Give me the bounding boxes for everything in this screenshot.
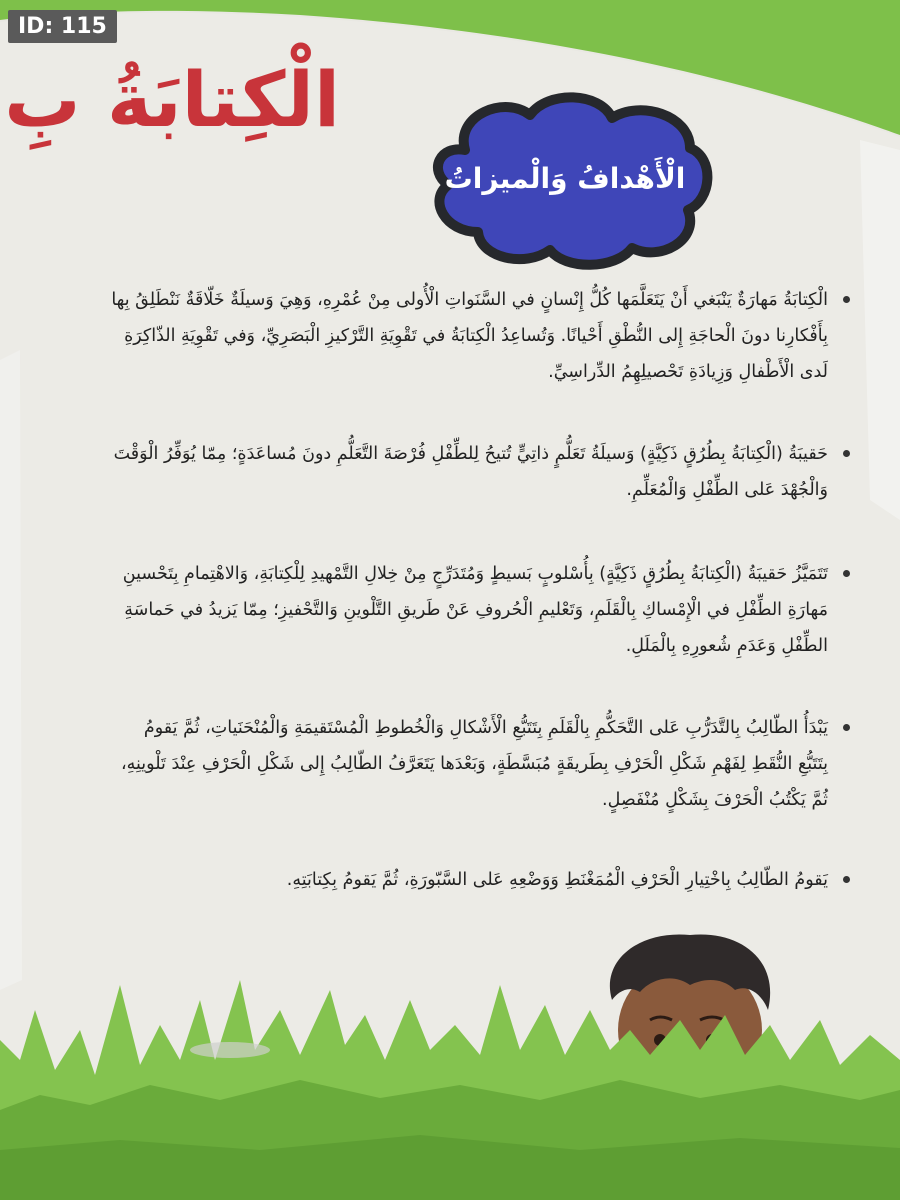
list-item-text: تَتَمَيَّزُ حَقيبَةُ (الْكِتابَةُ بِطُرُقٍ ذَكِيَّةٍ) بِأُسْلوبٍ بَسيطٍ وَمُتَدَرِّجٍ مِنْ خِلالِ التَّمْهيدِ لِلْكِتابَةِ، وَالاهْتِمامِ بِتَحْسينِ مَهارَةِ الطِّفْلِ في الْإِمْساكِ بِالْقَلَمِ، وَتَعْليمِ الْحُروفِ عَنْ طَريقِ التَّلْوينِ وَالتَّحْفيزِ؛ مِمّا يَزيدُ في حَماسَةِ الطِّفْلِ وَعَدَمِ شُعورِهِ بِالْمَلَلِ.: [122, 564, 828, 656]
list-item-text: يَبْدَأُ الطّالِبُ بِالتَّدَرُّبِ عَلى التَّحَكُّمِ بِالْقَلَمِ بِتَتَبُّعِ الْأَشْكالِ وَالْخُطوطِ الْمُسْتَقيمَةِ وَالْمُنْحَنَياتِ، ثُمَّ يَقومُ بِتَتَبُّعِ النُّقَطِ لِفَهْمِ شَكْلِ الْحَرْفِ بِطَريقَةٍ مُبَسَّطَةٍ، وَبَعْدَها يَتَعَرَّفُ الطّالِبُ إِلى شَكْلِ الْحَرْفِ عِنْدَ تَلْوينِهِ، ثُمَّ يَكْتُبُ الْحَرْفَ بِشَكْلٍ مُنْفَصِلٍ.: [121, 718, 828, 810]
id-badge: ID: 115: [8, 10, 117, 43]
section-heading-container: [420, 100, 710, 270]
bullet-icon: [843, 724, 850, 731]
list-item: [110, 282, 850, 390]
bullet-icon: [843, 296, 850, 303]
list-item-text: يَقومُ الطّالِبُ بِاخْتِيارِ الْحَرْفِ الْمُمَغْنَطِ وَوَضْعِهِ عَلى السَّبّورَةِ، ثُمَّ يَقومُ بِكِتابَتِهِ.: [286, 870, 828, 890]
objectives-list: [110, 282, 850, 944]
list-item-text: الْكِتابَةُ مَهارَةٌ يَنْبَغي أَنْ يَتَعَلَّمَها كُلُّ إِنْسانٍ في السَّنَواتِ الْأُولى مِنْ عُمْرِهِ، وَهِيَ وَسيلَةٌ خَلّاقَةٌ نَنْطَلِقُ بِها بِأَفْكارِنا دونَ الْحاجَةِ إِلى النُّطْقِ أَحْيانًا. وَتُساعِدُ الْكِتابَةُ في تَقْوِيَةِ التَّرْكيزِ الْبَصَرِيِّ، وَفي تَقْوِيَةِ الذّاكِرَةِ لَدى الْأَطْفالِ وَزِيادَةِ تَحْصيلِهِمُ الدِّراسِيِّ.: [111, 290, 828, 382]
list-item: [110, 710, 850, 818]
list-item: [110, 436, 850, 508]
section-heading: الْأَهْدافُ وَالْميزاتُ: [444, 162, 686, 195]
plastic-sheen-left: [0, 350, 22, 990]
list-item: [110, 556, 850, 664]
list-item-text: حَقيبَةُ (الْكِتابَةُ بِطُرُقٍ ذَكِيَّةٍ) وَسيلَةُ تَعَلُّمٍ ذاتِيٍّ تُتيحُ لِلطِّفْلِ فُرْصَةَ التَّعَلُّمِ دونَ مُساعَدَةٍ؛ مِمّا يُوَفِّرُ الْوَقْتَ وَالْجُهْدَ عَلى الطِّفْلِ وَالْمُعَلِّمِ.: [113, 444, 828, 500]
bullet-icon: [843, 450, 850, 457]
bullet-icon: [843, 876, 850, 883]
list-item: [110, 862, 850, 898]
bullet-icon: [843, 570, 850, 577]
book-title: الْكِتابَةُ بِ: [4, 55, 340, 144]
